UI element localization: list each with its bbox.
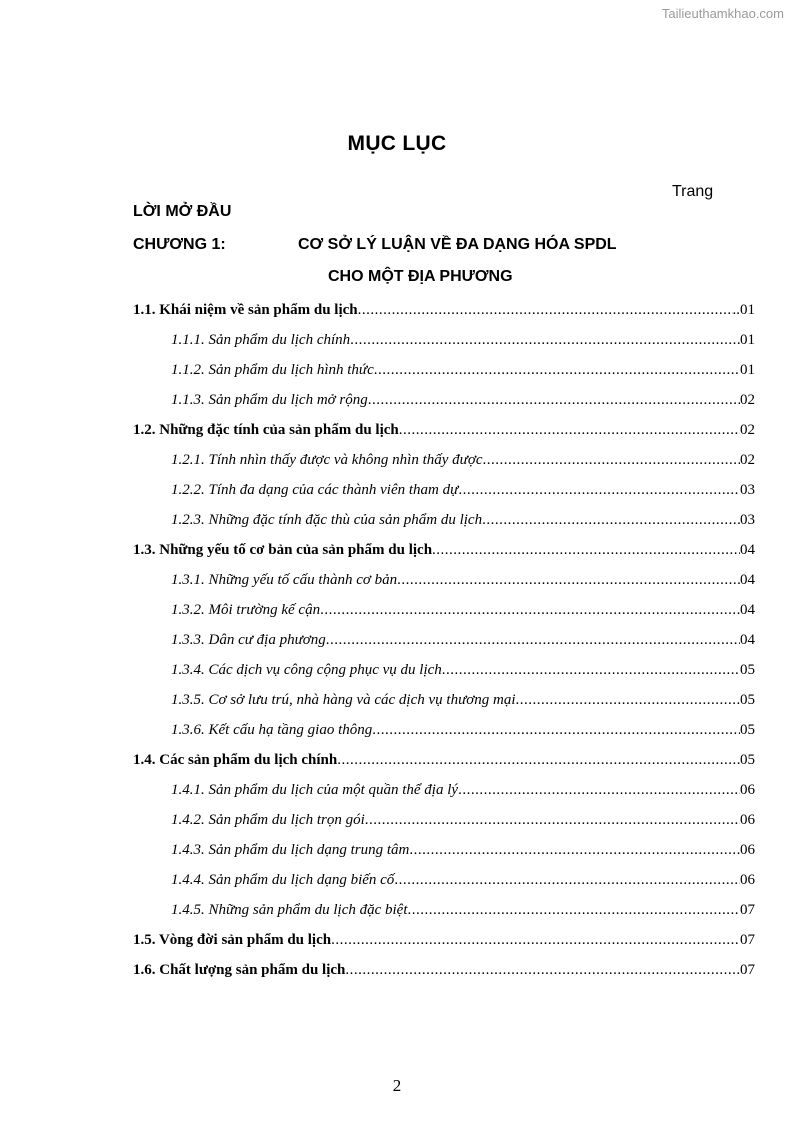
toc-entry-page: 05: [740, 751, 755, 768]
toc-entry-label: 1.3.3. Dân cư địa phương: [171, 631, 326, 648]
toc-leader-dots: [458, 782, 740, 799]
chapter-title-line2: CHO MỘT ĐỊA PHƯƠNG: [328, 268, 513, 285]
toc-leader-dots: [458, 482, 740, 499]
toc-subsection-entry: [133, 565, 755, 595]
toc-section-entry: [133, 745, 755, 775]
toc-entry-label: 1.3.4. Các dịch vụ công cộng phục vụ du lịch: [171, 661, 442, 678]
toc-entry-label: 1.4.1. Sản phẩm du lịch của một quần thể địa lý: [171, 781, 459, 798]
toc-leader-dots: [408, 902, 741, 919]
toc-entry-page: 05: [740, 721, 755, 738]
toc-entry-page: 01: [740, 331, 755, 348]
toc-subsection-entry: [133, 445, 755, 475]
toc-subsection-entry: [133, 655, 755, 685]
toc-subsection-entry: [133, 895, 755, 925]
toc-subsection-entry: [133, 715, 755, 745]
toc-leader-dots: [482, 512, 740, 529]
toc-entry-page: 01: [740, 361, 755, 378]
toc-entry-label: 1.2.2. Tính đa dạng của các thành viên tham dự: [171, 481, 459, 498]
toc-leader-dots: [372, 722, 740, 739]
toc-entry-label: 1.3.2. Môi trường kế cận: [171, 601, 321, 618]
toc-leader-dots: [397, 572, 740, 589]
toc-section-entry: [133, 535, 755, 565]
toc-subsection-entry: [133, 865, 755, 895]
page-title: MỤC LỤC: [347, 132, 447, 155]
toc-entry-label: 1.6. Chất lượng sản phẩm du lịch: [133, 961, 346, 978]
toc-entry-page: 06: [740, 841, 755, 858]
toc-subsection-entry: [133, 835, 755, 865]
toc-entry-label: 1.1.2. Sản phẩm du lịch hình thức: [171, 361, 374, 378]
toc-leader-dots: [326, 632, 740, 649]
toc-leader-dots: [483, 452, 741, 469]
toc-subsection-entry: [133, 595, 755, 625]
toc-section-entry: [133, 415, 755, 445]
toc-entry-page: 04: [740, 571, 755, 588]
toc-section-entry: [133, 955, 755, 985]
toc-leader-dots: [399, 422, 740, 439]
toc-entry-label: 1.3.5. Cơ sở lưu trú, nhà hàng và các dịch vụ thương mại: [171, 691, 516, 708]
toc-subsection-entry: [133, 475, 755, 505]
toc-entry-label: 1.4.3. Sản phẩm du lịch dạng trung tâm: [171, 841, 410, 858]
toc-subsection-entry: [133, 685, 755, 715]
toc-entry-page: 07: [740, 901, 755, 918]
toc-subsection-entry: [133, 505, 755, 535]
toc-subsection-entry: [133, 325, 755, 355]
toc-leader-dots: [374, 362, 740, 379]
toc-entry-label: 1.1. Khái niệm về sản phẩm du lịch: [133, 301, 358, 318]
toc-leader-dots: [358, 302, 733, 319]
toc-leader-dots: [432, 542, 740, 559]
toc-entry-page: 07: [740, 961, 755, 978]
page-number: 2: [392, 1076, 402, 1095]
toc-entry-label: 1.4. Các sản phẩm du lịch chính: [133, 751, 338, 768]
chapter-number: CHƯƠNG 1:: [133, 236, 226, 253]
toc-entry-label: 1.2. Những đặc tính của sản phẩm du lịch: [133, 421, 399, 438]
toc-subsection-entry: [133, 775, 755, 805]
toc-leader-dots: [368, 392, 740, 409]
toc-entry-page: ..01: [732, 301, 755, 318]
toc-leader-dots: [442, 662, 740, 679]
toc-entry-label: 1.2.1. Tính nhìn thấy được và không nhìn thấy được: [171, 451, 483, 468]
toc-section-entry: [133, 925, 755, 955]
toc-entry-label: 1.5. Vòng đời sản phẩm du lịch: [133, 931, 332, 948]
toc-entry-page: 03: [740, 481, 755, 498]
toc-entry-label: 1.3.1. Những yếu tố cấu thành cơ bản: [171, 571, 398, 588]
toc-entry-page: 04: [740, 631, 755, 648]
intro-heading: LỜI MỞ ĐẦU: [133, 203, 232, 220]
toc-entry-label: 1.4.2. Sản phẩm du lịch trọn gói: [171, 811, 365, 828]
toc-leader-dots: [331, 932, 740, 949]
toc-entry-label: 1.3.6. Kết cấu hạ tầng giao thông: [171, 721, 373, 738]
toc-subsection-entry: [133, 805, 755, 835]
toc-entry-page: 06: [740, 871, 755, 888]
toc-entry-page: 05: [740, 661, 755, 678]
table-of-contents: [133, 295, 755, 985]
watermark: Tailieuthamkhao.com: [661, 6, 784, 21]
toc-leader-dots: [409, 842, 740, 859]
toc-leader-dots: [365, 812, 740, 829]
toc-entry-label: 1.3. Những yếu tố cơ bản của sản phẩm du lịch: [133, 541, 433, 558]
toc-entry-page: 04: [740, 541, 755, 558]
toc-entry-page: 03: [740, 511, 755, 528]
toc-leader-dots: [345, 962, 740, 979]
toc-entry-label: 1.1.1. Sản phẩm du lịch chính: [171, 331, 351, 348]
toc-entry-label: 1.2.3. Những đặc tính đặc thù của sản phẩm du lịch: [171, 511, 483, 528]
toc-subsection-entry: [133, 385, 755, 415]
toc-leader-dots: [320, 602, 740, 619]
toc-entry-page: 02: [740, 451, 755, 468]
toc-entry-page: 02: [740, 391, 755, 408]
toc-entry-page: 06: [740, 781, 755, 798]
toc-section-entry: [133, 295, 755, 325]
toc-entry-page: 02: [740, 421, 755, 438]
toc-entry-page: 05: [740, 691, 755, 708]
toc-subsection-entry: [133, 625, 755, 655]
toc-leader-dots: [394, 872, 740, 889]
toc-entry-label: 1.4.4. Sản phẩm du lịch dạng biến cố: [171, 871, 395, 888]
toc-entry-page: 04: [740, 601, 755, 618]
page-column-label: Trang: [672, 183, 714, 200]
toc-leader-dots: [350, 332, 740, 349]
toc-leader-dots: [516, 692, 740, 709]
toc-leader-dots: [337, 752, 740, 769]
toc-entry-label: 1.4.5. Những sản phẩm du lịch đặc biệt: [171, 901, 408, 918]
toc-subsection-entry: [133, 355, 755, 385]
toc-entry-label: 1.1.3. Sản phẩm du lịch mở rộng: [171, 391, 368, 408]
chapter-title-line1: CƠ SỞ LÝ LUẬN VỀ ĐA DẠNG HÓA SPDL: [298, 236, 617, 253]
toc-entry-page: 06: [740, 811, 755, 828]
toc-entry-page: 07: [740, 931, 755, 948]
